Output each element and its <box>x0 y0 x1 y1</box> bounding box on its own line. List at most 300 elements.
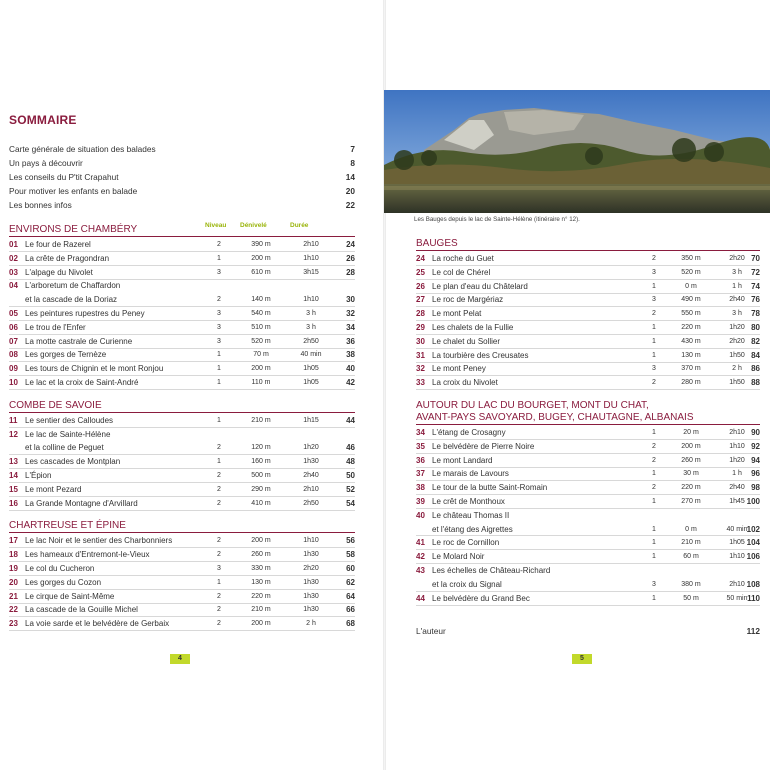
duration-value: 1h50 <box>729 351 745 359</box>
itinerary-row[interactable] <box>9 414 355 428</box>
elevation-value: 220 m <box>251 592 271 600</box>
itinerary-row[interactable] <box>416 266 760 280</box>
section-title: COMBE DE SAVOIE <box>9 399 102 411</box>
page-number: 4 <box>170 654 190 664</box>
elevation-value: 350 m <box>681 255 701 262</box>
level-value: 1 <box>217 351 221 359</box>
itinerary-row[interactable] <box>416 321 760 335</box>
duration-value: 1h20 <box>729 456 745 464</box>
duration-value: 1h05 <box>729 539 745 547</box>
level-value: 2 <box>217 485 221 493</box>
itinerary-name: La voie sarde et le belvédère de Gerbaix <box>25 619 170 629</box>
page-ref: 58 <box>346 550 355 560</box>
duration-value: 2h40 <box>729 484 745 492</box>
intro-row[interactable]: Les conseils du P'tit Crapahut 14 <box>9 172 355 182</box>
itinerary-row[interactable] <box>9 590 355 604</box>
intro-row[interactable]: Pour motiver les enfants en balade 20 <box>9 186 355 196</box>
page-ref: 106 <box>746 552 760 562</box>
section-rule <box>9 236 355 237</box>
itinerary-row[interactable] <box>9 238 355 252</box>
itinerary-number: 36 <box>416 455 425 465</box>
duration-value: 2h40 <box>303 472 319 479</box>
page-ref: 108 <box>746 579 760 589</box>
elevation-value: 610 m <box>251 268 271 276</box>
itinerary-number: 08 <box>9 350 18 360</box>
right-page <box>386 0 770 770</box>
page-ref: 32 <box>346 309 355 318</box>
duration-value: 1h05 <box>303 365 319 373</box>
itinerary-number: 05 <box>9 309 18 318</box>
page-ref: 62 <box>346 577 355 587</box>
itinerary-row[interactable] <box>9 252 355 266</box>
elevation-value: 200 m <box>251 254 271 262</box>
elevation-value: 330 m <box>251 565 271 572</box>
itinerary-number: 17 <box>9 536 18 546</box>
elevation-value: 0 m <box>685 282 697 290</box>
itinerary-name: La roche du Guet <box>432 254 494 263</box>
itinerary-number: 33 <box>416 378 425 388</box>
level-value: 1 <box>652 470 656 478</box>
itinerary-name: Le marais de Lavours <box>432 469 509 479</box>
itinerary-row[interactable] <box>416 564 760 592</box>
itinerary-name: Les chalets de la Fullie <box>432 323 514 332</box>
itinerary-name: Le mont Pezard <box>25 484 82 494</box>
header-niveau: Niveau <box>205 222 227 229</box>
level-value: 3 <box>652 365 656 373</box>
itinerary-name: Le lac et la croix de Saint-André <box>25 378 139 387</box>
elevation-value: 410 m <box>251 499 271 507</box>
page-ref: 52 <box>346 484 355 494</box>
elevation-value: 280 m <box>681 379 701 387</box>
itinerary-name: L'Épion <box>25 471 52 480</box>
duration-value: 1h05 <box>303 379 319 386</box>
duration-value: 2h10 <box>729 429 745 436</box>
itinerary-name: Le belvédère de Pierre Noire <box>432 441 535 451</box>
elevation-value: 260 m <box>251 551 271 559</box>
itinerary-row[interactable] <box>9 483 355 497</box>
itinerary-number: 02 <box>9 253 18 263</box>
duration-value: 2h20 <box>729 255 745 262</box>
itinerary-number: 03 <box>9 267 18 277</box>
page-ref: 56 <box>346 536 355 546</box>
itinerary-row[interactable] <box>9 376 355 390</box>
itinerary-name: Le roc de Margériaz <box>432 295 504 305</box>
auteur-page: 112 <box>746 626 760 636</box>
page-ref: 92 <box>751 441 760 451</box>
itinerary-row[interactable] <box>416 550 760 564</box>
elevation-value: 200 m <box>251 537 271 545</box>
duration-value: 2h50 <box>303 337 319 345</box>
itinerary-row[interactable] <box>416 495 760 509</box>
level-value: 2 <box>652 255 656 262</box>
section-rule <box>416 250 760 251</box>
level-value: 1 <box>652 553 656 561</box>
itinerary-row[interactable] <box>9 335 355 349</box>
intro-row[interactable]: Carte générale de situation des balades 7 <box>9 144 355 154</box>
auteur-label: L'auteur <box>416 626 446 636</box>
level-value: 2 <box>217 499 221 507</box>
duration-value: 1h20 <box>729 324 745 331</box>
auteur-row[interactable] <box>416 626 760 636</box>
page-ref: 88 <box>751 378 760 388</box>
page-ref: 44 <box>346 415 355 425</box>
page-ref: 38 <box>346 350 355 360</box>
itinerary-name: Le belvédère du Grand Bec <box>432 593 530 603</box>
page-ref: 50 <box>346 471 355 480</box>
page-ref: 70 <box>751 254 760 263</box>
elevation-value: 210 m <box>251 606 271 614</box>
page-ref: 94 <box>751 455 760 465</box>
itinerary-number: 32 <box>416 364 425 374</box>
itinerary-row[interactable] <box>9 534 355 548</box>
itinerary-row[interactable] <box>416 481 760 495</box>
itinerary-number: 30 <box>416 336 425 346</box>
duration-value: 1h20 <box>303 444 319 452</box>
itinerary-name: Le château Thomas II et l'étang des Aigrettes <box>432 510 513 534</box>
itinerary-name: La croix du Nivolet <box>432 378 498 388</box>
level-value: 3 <box>652 580 656 588</box>
level-value: 1 <box>652 351 656 359</box>
itinerary-number: 20 <box>9 577 18 587</box>
itinerary-row[interactable] <box>416 454 760 468</box>
level-value: 2 <box>652 379 656 387</box>
itinerary-name: Le col de Chérel <box>432 267 491 277</box>
elevation-value: 20 m <box>683 429 699 436</box>
itinerary-number: 19 <box>9 564 18 573</box>
level-value: 1 <box>652 429 656 436</box>
itinerary-number: 39 <box>416 497 425 506</box>
itinerary-row[interactable] <box>416 536 760 550</box>
itinerary-name: Le crêt de Monthoux <box>432 497 505 506</box>
page-ref: 34 <box>346 322 355 332</box>
level-value: 1 <box>652 498 656 505</box>
level-value: 2 <box>652 484 656 492</box>
duration-value: 1h30 <box>303 458 319 466</box>
duration-value: 1h10 <box>303 296 319 304</box>
level-value: 2 <box>652 310 656 318</box>
page-ref: 74 <box>751 281 760 291</box>
elevation-value: 110 m <box>251 379 271 386</box>
itinerary-name: La motte castrale de Curienne <box>25 336 133 346</box>
photo-caption: Les Bauges depuis le lac de Sainte-Hélène (itinéraire n° 12). <box>414 216 580 223</box>
level-value: 2 <box>217 606 221 614</box>
elevation-value: 130 m <box>681 351 701 359</box>
itinerary-number: 06 <box>9 322 18 332</box>
level-value: 3 <box>217 565 221 572</box>
itinerary-name: Les tours de Chignin et le mont Ronjou <box>25 364 164 374</box>
level-value: 2 <box>652 456 656 464</box>
page-ref: 76 <box>751 295 760 305</box>
duration-value: 1h10 <box>729 442 745 450</box>
itinerary-number: 31 <box>416 350 425 360</box>
itinerary-name: Le mont Landard <box>432 455 493 465</box>
duration-value: 1h15 <box>303 416 319 424</box>
level-value: 3 <box>217 323 221 331</box>
page-ref: 40 <box>346 364 355 374</box>
page-ref: 82 <box>751 336 760 346</box>
itinerary-row[interactable] <box>416 335 760 349</box>
duration-value: 3 h <box>732 310 742 318</box>
level-value: 2 <box>217 444 221 452</box>
itinerary-name: Le Molard Noir <box>432 552 485 562</box>
itinerary-name: La Grande Montagne d'Arvillard <box>25 498 138 508</box>
duration-value: 3 h <box>306 310 316 317</box>
page-ref: 30 <box>346 295 355 305</box>
itinerary-name: L'arboretum de Chaffardon et la cascade de la Doriaz <box>25 281 121 305</box>
duration-value: 3 h <box>306 323 316 331</box>
elevation-value: 540 m <box>251 310 271 317</box>
elevation-value: 490 m <box>681 296 701 304</box>
page-ref: 48 <box>346 457 355 467</box>
duration-value: 1h50 <box>729 379 745 387</box>
elevation-value: 550 m <box>681 310 701 318</box>
level-value: 1 <box>652 594 656 602</box>
duration-value: 1h10 <box>303 537 319 545</box>
level-value: 1 <box>217 379 221 386</box>
itinerary-name: Le sentier des Calloudes <box>25 415 114 425</box>
itinerary-name: Le four de Razerel <box>25 240 91 249</box>
page-ref: 66 <box>346 605 355 615</box>
itinerary-number: 15 <box>9 484 18 494</box>
page-ref: 110 <box>747 593 760 603</box>
itinerary-row[interactable] <box>9 307 355 321</box>
page-ref: 100 <box>746 497 760 506</box>
page-ref: 36 <box>346 336 355 346</box>
elevation-value: 370 m <box>681 365 701 373</box>
itinerary-number: 43 <box>416 566 425 575</box>
level-value: 2 <box>217 296 221 304</box>
elevation-value: 390 m <box>251 241 271 248</box>
elevation-value: 220 m <box>681 324 701 331</box>
itinerary-name: Le mont Pelat <box>432 309 482 319</box>
itinerary-name: Les hameaux d'Entremont-le-Vieux <box>25 550 150 560</box>
itinerary-row[interactable] <box>416 252 760 266</box>
duration-value: 1h30 <box>303 592 319 600</box>
itinerary-number: 12 <box>9 429 18 439</box>
header-denivele: Dénivelé <box>240 222 267 229</box>
itinerary-name: Les gorges du Cozon <box>25 577 102 587</box>
itinerary-number: 11 <box>9 415 18 425</box>
itinerary-name: Le roc de Cornillon <box>432 538 500 548</box>
elevation-value: 30 m <box>683 470 699 478</box>
duration-value: 1h30 <box>303 578 319 586</box>
itinerary-row[interactable] <box>9 576 355 590</box>
elevation-value: 270 m <box>681 498 701 505</box>
itinerary-name: Les peintures rupestres du Peney <box>25 309 145 318</box>
itinerary-row[interactable] <box>416 307 760 321</box>
elevation-value: 430 m <box>681 337 701 345</box>
itinerary-number: 28 <box>416 309 425 319</box>
duration-value: 2h10 <box>303 485 319 493</box>
section-title: BAUGES <box>416 238 458 249</box>
itinerary-number: 27 <box>416 295 425 305</box>
itinerary-row[interactable] <box>9 279 355 307</box>
level-value: 3 <box>217 337 221 345</box>
itinerary-number: 13 <box>9 457 18 467</box>
duration-value: 3 h <box>732 268 742 276</box>
section-title: CHARTREUSE ET ÉPINE <box>9 520 126 532</box>
itinerary-row[interactable] <box>9 617 355 631</box>
itinerary-number: 01 <box>9 240 18 249</box>
duration-value: 1h10 <box>729 553 745 561</box>
elevation-value: 210 m <box>681 539 701 547</box>
itinerary-name: Les échelles de Château-Richard et la croix du Signal <box>432 566 551 589</box>
level-value: 3 <box>217 310 221 317</box>
duration-value: 1 h <box>732 282 742 290</box>
itinerary-number: 38 <box>416 483 425 493</box>
itinerary-row[interactable] <box>416 592 760 606</box>
itinerary-row[interactable] <box>9 266 355 280</box>
itinerary-number: 07 <box>9 336 18 346</box>
duration-value: 2 h <box>306 620 316 628</box>
itinerary-number: 21 <box>9 591 18 601</box>
elevation-value: 50 m <box>683 594 699 602</box>
itinerary-row[interactable] <box>416 349 760 363</box>
elevation-value: 120 m <box>251 444 271 452</box>
itinerary-row[interactable] <box>9 362 355 376</box>
elevation-value: 220 m <box>681 484 701 492</box>
elevation-value: 520 m <box>251 337 271 345</box>
level-value: 1 <box>652 324 656 331</box>
elevation-value: 70 m <box>253 351 269 359</box>
itinerary-number: 29 <box>416 323 425 332</box>
elevation-value: 380 m <box>681 580 701 588</box>
itinerary-name: Le cirque de Saint-Même <box>25 591 115 601</box>
itinerary-row[interactable] <box>416 362 760 376</box>
sommaire-title: SOMMAIRE <box>9 113 77 127</box>
itinerary-number: 25 <box>416 267 425 277</box>
itinerary-number: 04 <box>9 281 18 291</box>
itinerary-name: La cascade de la Gouille Michel <box>25 605 138 615</box>
elevation-value: 260 m <box>681 456 701 464</box>
duration-value: 1h30 <box>303 551 319 559</box>
itinerary-row[interactable] <box>9 321 355 335</box>
section-title: AUTOUR DU LAC DU BOURGET, MONT DU CHAT, AVANT-PAYS SAVOYARD, BUGEY, CHAUTAGNE, ALBANAIS <box>416 400 694 423</box>
itinerary-name: Le tour de la butte Saint-Romain <box>432 483 548 493</box>
itinerary-row[interactable] <box>9 562 355 576</box>
itinerary-name: Le trou de l'Enfer <box>25 322 86 332</box>
level-value: 3 <box>217 268 221 276</box>
itinerary-row[interactable] <box>416 293 760 307</box>
page-number: 5 <box>572 654 592 664</box>
level-value: 2 <box>217 241 221 248</box>
itinerary-name: Les gorges de Ternèze <box>25 350 107 360</box>
elevation-value: 210 m <box>251 416 271 424</box>
duration-value: 2h50 <box>303 499 319 507</box>
elevation-value: 290 m <box>251 485 271 493</box>
level-value: 2 <box>217 551 221 559</box>
level-value: 2 <box>217 620 221 628</box>
itinerary-number: 40 <box>416 510 425 520</box>
header-duree: Durée <box>290 222 309 229</box>
itinerary-number: 23 <box>9 619 18 629</box>
itinerary-name: Le lac de Sainte-Hélène et la colline de Peguet <box>25 429 111 453</box>
itinerary-row[interactable] <box>9 428 355 456</box>
page-ref: 46 <box>346 443 355 453</box>
itinerary-number: 16 <box>9 498 18 508</box>
itinerary-row[interactable] <box>416 426 760 440</box>
itinerary-number: 41 <box>416 538 425 548</box>
page-ref: 84 <box>751 350 760 360</box>
itinerary-row[interactable] <box>416 467 760 481</box>
itinerary-row[interactable] <box>9 469 355 483</box>
intro-list <box>9 142 355 212</box>
page-ref: 86 <box>751 364 760 374</box>
itinerary-number: 10 <box>9 378 18 387</box>
itinerary-name: Le chalet du Sollier <box>432 336 501 346</box>
duration-value: 2h20 <box>729 337 745 345</box>
section-title: ENVIRONS DE CHAMBÉRY <box>9 224 138 235</box>
itinerary-name: Le lac Noir et le sentier des Charbonniers <box>25 536 173 546</box>
page-ref: 64 <box>346 591 355 601</box>
level-value: 2 <box>217 592 221 600</box>
duration-value: 1h45 <box>729 498 745 505</box>
level-value: 2 <box>652 442 656 450</box>
duration-value: 2h10 <box>729 580 745 588</box>
itinerary-number: 42 <box>416 552 425 562</box>
intro-row[interactable]: Un pays à découvrir 8 <box>9 158 355 168</box>
itinerary-row[interactable] <box>416 280 760 294</box>
itinerary-number: 18 <box>9 550 18 560</box>
itinerary-number: 26 <box>416 281 425 291</box>
level-value: 1 <box>217 254 221 262</box>
elevation-value: 160 m <box>251 458 271 466</box>
elevation-value: 510 m <box>251 323 271 331</box>
itinerary-row[interactable] <box>9 348 355 362</box>
page-ref: 90 <box>751 428 760 437</box>
elevation-value: 0 m <box>685 525 697 533</box>
itinerary-row[interactable] <box>416 376 760 390</box>
duration-value: 3h15 <box>303 268 319 276</box>
level-value: 1 <box>652 539 656 547</box>
itinerary-row[interactable] <box>9 497 355 511</box>
itinerary-row[interactable] <box>9 548 355 562</box>
itinerary-name: Le col du Cucheron <box>25 564 95 573</box>
page-ref: 28 <box>346 267 355 277</box>
itinerary-name: Le plan d'eau du Châtelard <box>432 281 528 291</box>
itinerary-number: 34 <box>416 428 425 437</box>
section-rule <box>9 412 355 413</box>
itinerary-row[interactable] <box>9 603 355 617</box>
intro-row[interactable]: Les bonnes infos 22 <box>9 200 355 210</box>
page-ref: 60 <box>346 564 355 573</box>
elevation-value: 130 m <box>251 578 271 586</box>
level-value: 3 <box>652 268 656 276</box>
duration-value: 2h10 <box>303 241 319 248</box>
duration-value: 50 min <box>726 594 748 602</box>
itinerary-row[interactable] <box>9 455 355 469</box>
elevation-value: 500 m <box>251 472 271 479</box>
itinerary-number: 24 <box>416 254 425 263</box>
page-ref: 96 <box>751 469 760 479</box>
itinerary-row[interactable] <box>416 509 760 537</box>
level-value: 1 <box>217 416 221 424</box>
level-value: 1 <box>652 282 656 290</box>
level-value: 3 <box>652 296 656 304</box>
duration-value: 1h30 <box>303 606 319 614</box>
elevation-value: 140 m <box>251 296 271 304</box>
itinerary-name: Le mont Peney <box>432 364 486 374</box>
duration-value: 2 h <box>732 365 742 373</box>
itinerary-number: 44 <box>416 593 425 603</box>
duration-value: 2h20 <box>303 565 319 572</box>
page-ref: 78 <box>751 309 760 319</box>
itinerary-name: La crête de Pragondran <box>25 253 110 263</box>
section-rule <box>416 424 760 425</box>
itinerary-row[interactable] <box>416 440 760 454</box>
itinerary-number: 22 <box>9 605 18 615</box>
page-ref: 80 <box>751 323 760 332</box>
